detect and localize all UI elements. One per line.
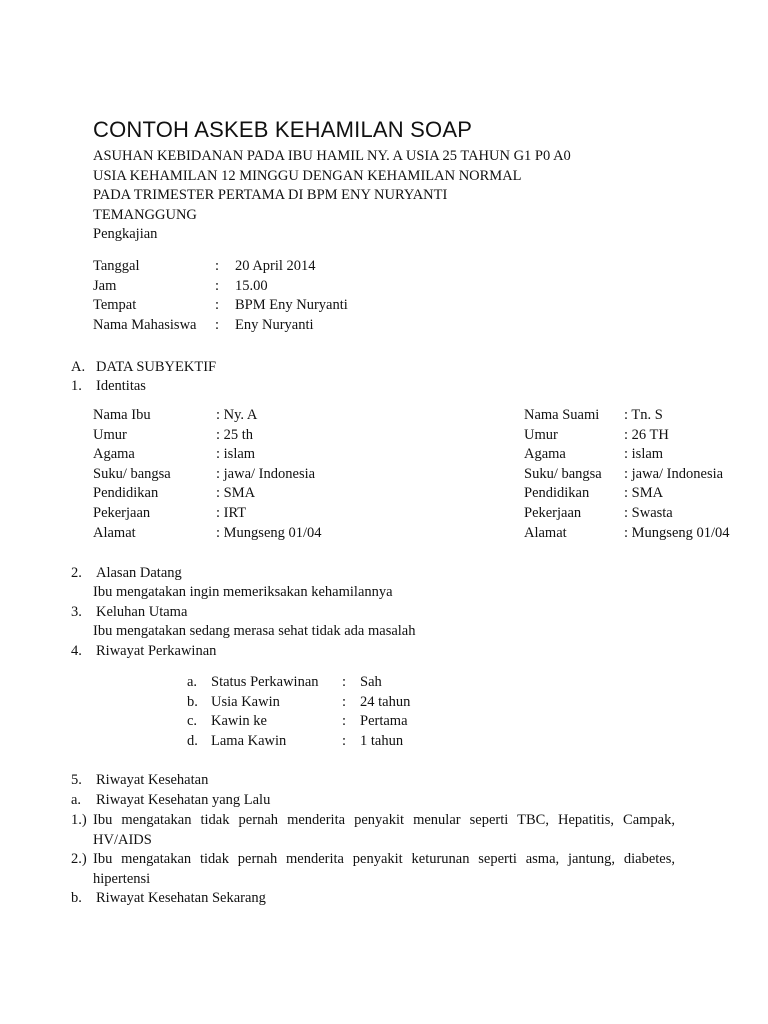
identitas-value: : islam	[216, 446, 256, 463]
document-title: CONTOH ASKEB KEHAMILAN SOAP	[93, 117, 473, 142]
identitas-value: : IRT	[216, 504, 247, 521]
identitas-row	[524, 504, 730, 524]
perkawinan-label: Usia Kawin	[211, 693, 280, 710]
perkawinan-row	[187, 732, 410, 752]
perkawinan-letter: d.	[187, 732, 198, 749]
riwayat-text: Ibu mengatakan tidak pernah menderita penyakit keturunan seperti asma, jantung, diabetes,	[93, 851, 675, 867]
info-value: 20 April 2014	[235, 258, 316, 274]
perkawinan-row	[187, 673, 410, 693]
identitas-label: Agama	[524, 446, 566, 463]
identitas-value: : Tn. S	[624, 407, 663, 423]
identitas-label: Nama Ibu	[93, 407, 151, 423]
identitas-label: Agama	[93, 446, 135, 463]
info-label: Nama Mahasiswa	[93, 316, 197, 333]
identitas-row	[93, 445, 322, 465]
identitas-label: Pendidikan	[524, 485, 590, 502]
section-marker: A.	[71, 359, 86, 375]
subtitle-line: USIA KEHAMILAN 12 MINGGU DENGAN KEHAMILAN NORMAL	[93, 167, 522, 184]
identitas-label: Nama Suami	[524, 407, 600, 423]
identitas-label: Suku/ bangsa	[524, 465, 602, 482]
info-colon: :	[215, 277, 220, 294]
identitas-value: : Mungseng 01/04	[216, 524, 322, 541]
item-3-text: Ibu mengatakan sedang merasa sehat tidak ada masalah	[93, 623, 416, 639]
item-marker: 1.	[71, 378, 82, 394]
assessment-info	[93, 257, 348, 335]
info-label: Tempat	[93, 297, 137, 314]
identitas-label: Umur	[524, 426, 558, 443]
riwayat-perkawinan-list	[187, 673, 410, 751]
sub-title: Riwayat Kesehatan Sekarang	[96, 890, 266, 906]
item-title: Keluhan Utama	[96, 604, 188, 620]
sub-a-heading	[71, 791, 270, 811]
identitas-row	[93, 406, 322, 426]
identitas-value: : jawa/ Indonesia	[216, 465, 316, 482]
identitas-label: Pekerjaan	[93, 504, 151, 521]
identitas-value: : islam	[624, 446, 664, 463]
perkawinan-row	[187, 712, 410, 732]
info-value: BPM Eny Nuryanti	[235, 297, 348, 314]
item-marker: 5.	[71, 772, 82, 788]
identitas-value: : Swasta	[624, 504, 673, 521]
item-1-heading	[71, 377, 146, 397]
identitas-value: : 26 TH	[624, 426, 669, 443]
item-title: Identitas	[96, 378, 146, 394]
perkawinan-letter: a.	[187, 674, 198, 690]
riwayat-marker: 2.)	[71, 851, 87, 867]
perkawinan-colon: :	[342, 693, 347, 710]
sub-marker: a.	[71, 792, 82, 808]
item-title: Riwayat Kesehatan	[96, 772, 209, 788]
section-a-heading	[71, 358, 216, 378]
perkawinan-value: Sah	[360, 674, 382, 690]
item-2-heading	[71, 564, 182, 584]
item-4-heading	[71, 642, 216, 662]
info-row-tanggal	[93, 257, 348, 277]
item-marker: 3.	[71, 604, 82, 620]
identitas-row	[524, 524, 730, 544]
identitas-row	[93, 465, 322, 485]
identitas-value: : Mungseng 01/04	[624, 524, 730, 541]
perkawinan-value: Pertama	[360, 713, 408, 730]
info-value: 15.00	[235, 277, 268, 294]
sub-title: Riwayat Kesehatan yang Lalu	[96, 792, 271, 808]
section-title: DATA SUBYEKTIF	[96, 359, 217, 375]
perkawinan-value: 24 tahun	[360, 693, 411, 710]
info-colon: :	[215, 258, 220, 274]
perkawinan-colon: :	[342, 713, 347, 730]
identitas-ibu	[93, 406, 322, 543]
subtitle-line: PADA TRIMESTER PERTAMA DI BPM ENY NURYANTI	[93, 187, 448, 204]
identitas-label: Alamat	[524, 524, 567, 541]
identitas-label: Pekerjaan	[524, 504, 582, 521]
subtitle-line: ASUHAN KEBIDANAN PADA IBU HAMIL NY. A USIA 25 TAHUN G1 P0 A0	[93, 148, 571, 164]
document-subtitle	[93, 147, 571, 245]
info-row-jam	[93, 277, 348, 297]
item-3-heading	[71, 603, 187, 623]
perkawinan-colon: :	[342, 732, 347, 749]
perkawinan-value: 1 tahun	[360, 732, 404, 749]
perkawinan-row	[187, 693, 410, 713]
identitas-row	[93, 484, 322, 504]
info-value: Eny Nuryanti	[235, 316, 314, 333]
sub-b-heading	[71, 889, 266, 909]
riwayat-marker: 1.)	[71, 812, 87, 828]
identitas-label: Alamat	[93, 524, 136, 541]
identitas-row	[93, 426, 322, 446]
identitas-row	[524, 445, 730, 465]
riwayat-text-cont: hipertensi	[93, 870, 151, 887]
info-colon: :	[215, 316, 220, 333]
perkawinan-colon: :	[342, 674, 347, 690]
info-row-mahasiswa	[93, 316, 348, 336]
item-marker: 4.	[71, 643, 82, 659]
perkawinan-label: Status Perkawinan	[211, 674, 319, 690]
info-label: Tanggal	[93, 258, 140, 274]
perkawinan-letter: c.	[187, 713, 198, 730]
identitas-label: Umur	[93, 426, 127, 443]
riwayat-text: Ibu mengatakan tidak pernah menderita penyakit menular seperti TBC, Hepatitis, Campak,	[93, 812, 675, 828]
perkawinan-letter: b.	[187, 693, 198, 710]
info-label: Jam	[93, 277, 117, 294]
identitas-row	[524, 426, 730, 446]
riwayat-lalu-item-2	[71, 850, 675, 889]
identitas-value: : SMA	[216, 485, 256, 502]
identitas-suami	[524, 406, 730, 543]
perkawinan-label: Kawin ke	[211, 713, 267, 730]
item-title: Riwayat Perkawinan	[96, 643, 217, 659]
identitas-value: : jawa/ Indonesia	[624, 465, 724, 482]
subtitle-line: TEMANGGUNG	[93, 206, 197, 223]
identitas-row	[93, 524, 322, 544]
item-5-heading	[71, 771, 208, 791]
riwayat-text-cont: HV/AIDS	[93, 831, 152, 848]
sub-marker: b.	[71, 890, 82, 906]
perkawinan-label: Lama Kawin	[211, 732, 287, 749]
identitas-row	[524, 465, 730, 485]
item-title: Alasan Datang	[96, 565, 182, 581]
identitas-row	[524, 406, 730, 426]
identitas-label: Suku/ bangsa	[93, 465, 171, 482]
info-row-tempat	[93, 296, 348, 316]
item-marker: 2.	[71, 565, 82, 581]
info-colon: :	[215, 297, 220, 314]
identitas-value: : Ny. A	[216, 407, 258, 423]
item-2-text: Ibu mengatakan ingin memeriksakan kehamilannya	[93, 584, 393, 600]
identitas-row	[524, 484, 730, 504]
riwayat-lalu-item-1	[71, 811, 675, 850]
identitas-value: : SMA	[624, 485, 664, 502]
identitas-row	[93, 504, 322, 524]
pengkajian-label: Pengkajian	[93, 226, 158, 243]
identitas-label: Pendidikan	[93, 485, 159, 502]
identitas-value: : 25 th	[216, 426, 254, 443]
